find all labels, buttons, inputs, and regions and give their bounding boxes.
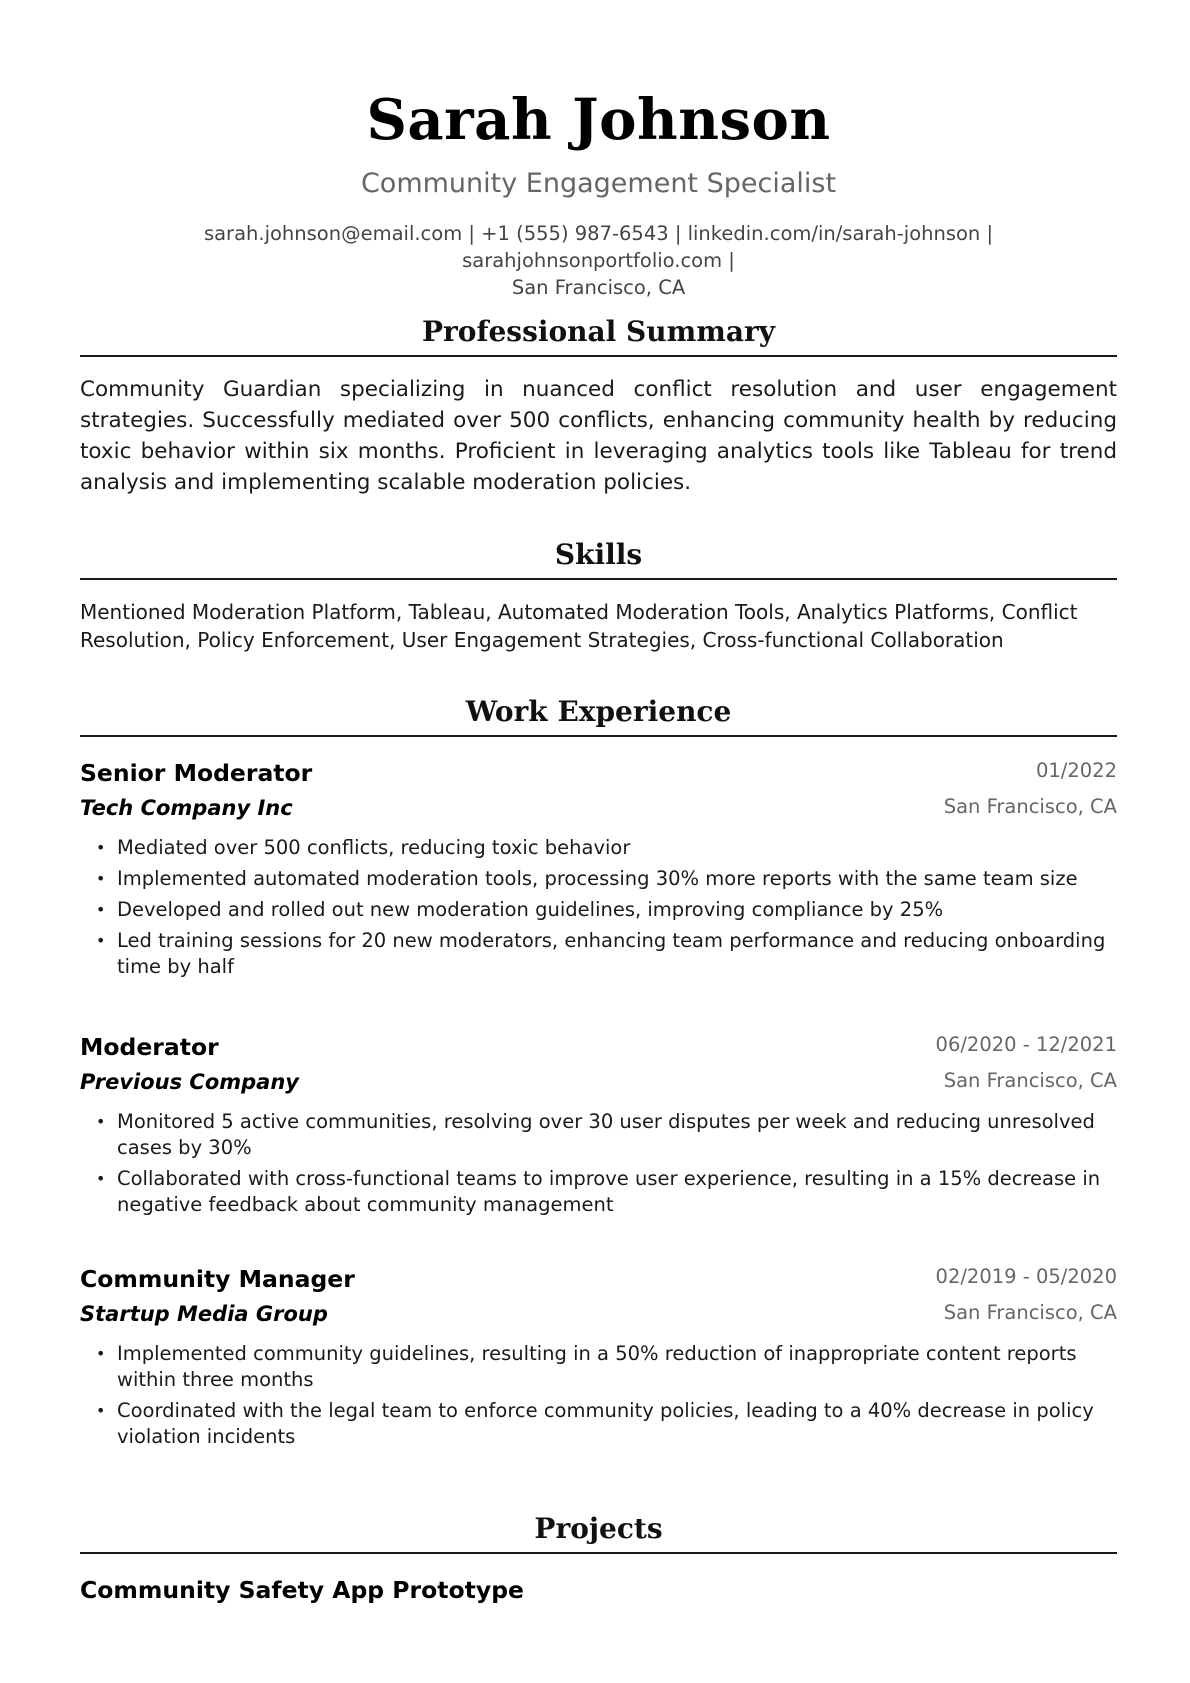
contact-location: San Francisco, CA — [511, 276, 686, 299]
job-date: 06/2020 - 12/2021 — [935, 1033, 1117, 1056]
projects-heading: Projects — [80, 1510, 1117, 1554]
job-bullet: • Implemented community guidelines, resulting in a 50% reduction of inappropriate content reports within three months — [96, 1342, 1077, 1391]
job-title: Community Manager — [80, 1265, 355, 1293]
job-bullet: • Monitored 5 active communities, resolving over 30 user disputes per week and reducing unresolved cases by 30% — [96, 1110, 1095, 1159]
job-bullets — [80, 835, 1117, 980]
job-bullets — [80, 1109, 1117, 1218]
bullet-icon: • — [96, 869, 106, 888]
bullet-icon: • — [96, 1169, 106, 1188]
job-company: Tech Company Inc — [80, 796, 293, 820]
bullet-icon: • — [96, 1112, 106, 1131]
job-location: San Francisco, CA — [943, 1301, 1117, 1324]
skills-text: Mentioned Moderation Platform, Tableau, Automated Moderation Tools, Analytics Platforms, Conflict Resolution, Policy Enforcement, User Engagement Strategies, Cross-functional Collaboration — [80, 600, 1078, 652]
job-date: 01/2022 — [1035, 759, 1117, 782]
job-date: 02/2019 - 05/2020 — [935, 1265, 1117, 1288]
job-entry — [80, 1261, 1117, 1455]
bullet-icon: • — [96, 838, 106, 857]
job-location: San Francisco, CA — [943, 795, 1117, 818]
bullet-icon: • — [96, 1401, 106, 1420]
bullet-icon: • — [96, 1344, 106, 1363]
candidate-role: Community Engagement Specialist — [360, 168, 837, 199]
skills-heading: Skills — [80, 536, 1117, 580]
bullet-icon: • — [96, 900, 106, 919]
project-title: Community Safety App Prototype — [80, 1576, 524, 1604]
job-company: Startup Media Group — [80, 1302, 328, 1326]
job-title: Moderator — [80, 1033, 219, 1061]
job-company: Previous Company — [80, 1070, 299, 1094]
job-bullet: • Mediated over 500 conflicts, reducing toxic behavior — [96, 836, 631, 859]
job-title: Senior Moderator — [80, 759, 313, 787]
job-bullet: • Led training sessions for 20 new moderators, enhancing team performance and reducing onboarding time by half — [96, 929, 1106, 978]
bullet-icon: • — [96, 931, 106, 950]
job-location: San Francisco, CA — [943, 1069, 1117, 1092]
summary-heading: Professional Summary — [80, 313, 1117, 357]
candidate-name: Sarah Johnson — [366, 87, 831, 153]
job-bullets — [80, 1341, 1117, 1450]
job-bullet: • Collaborated with cross-functional teams to improve user experience, resulting in a 15% decrease in negative feedback about community management — [96, 1167, 1101, 1216]
experience-heading: Work Experience — [80, 693, 1117, 737]
job-bullet: • Implemented automated moderation tools, processing 30% more reports with the same team size — [96, 867, 1078, 890]
job-entry — [80, 755, 1117, 985]
job-entry — [80, 1029, 1117, 1223]
job-bullet: • Developed and rolled out new moderation guidelines, improving compliance by 25% — [96, 898, 944, 921]
contact-info — [80, 220, 1117, 301]
contact-line: sarah.johnson@email.com | +1 (555) 987-6543 | linkedin.com/in/sarah-johnson | sarahjohnsonportfolio.com | — [203, 222, 994, 272]
summary-text: Community Guardian specializing in nuanced conflict resolution and user engagement strategies. Successfully mediated over 500 conflicts, enhancing community health by reducing toxic behavior within six months. Proficient in leveraging analytics tools like Tableau for trend analysis and implementing scalable moderation policies. — [80, 377, 1117, 495]
job-bullet: • Coordinated with the legal team to enforce community policies, leading to a 40% decrease in policy violation incidents — [96, 1399, 1094, 1448]
